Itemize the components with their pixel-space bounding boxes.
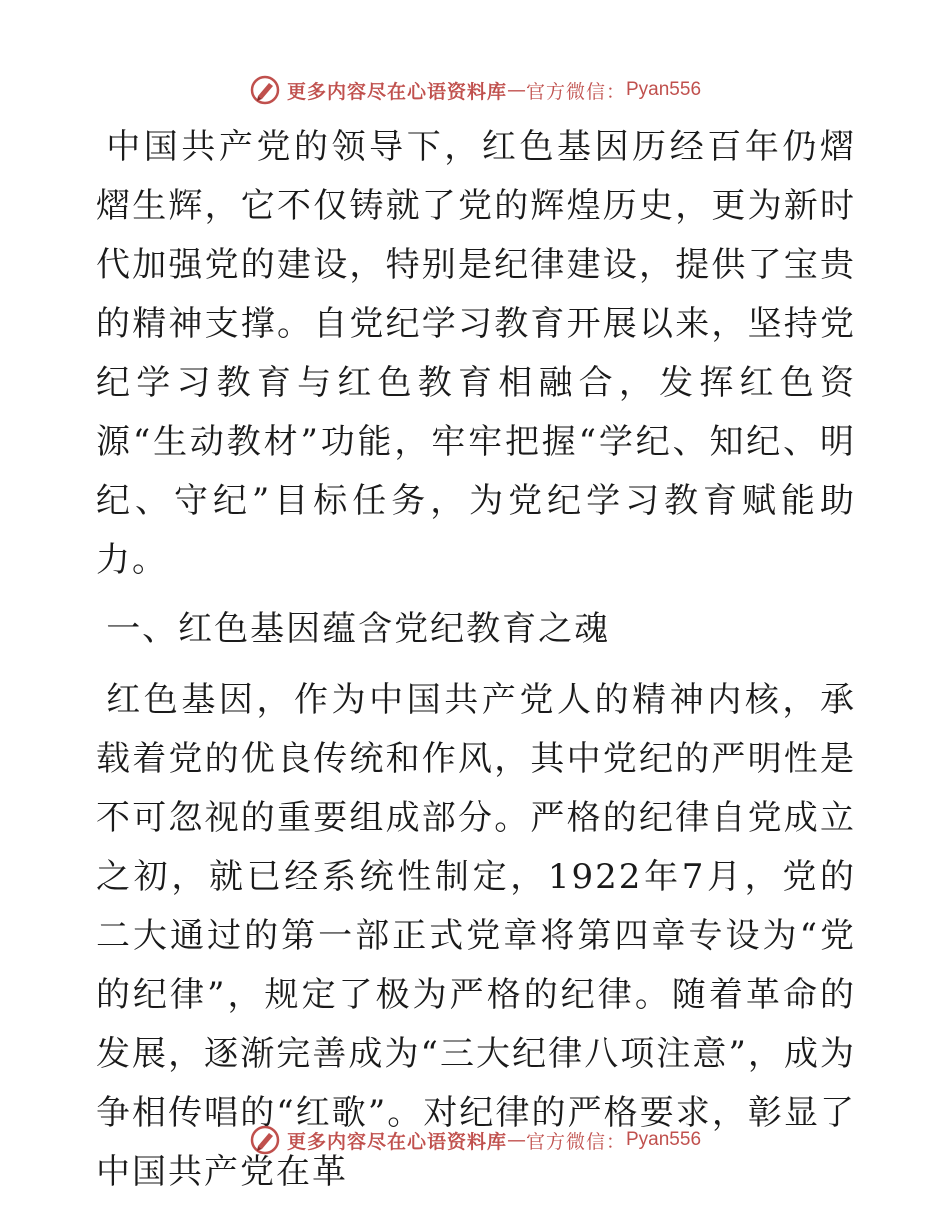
header-watermark — [0, 70, 950, 110]
pen-logo-icon — [249, 74, 281, 106]
footer-watermark — [0, 1120, 950, 1160]
watermark-main-text: 更多内容尽在心语资料库 — [286, 1130, 507, 1153]
watermark-wechat-label: 官方微信： — [525, 80, 626, 103]
pen-logo-icon — [249, 1124, 281, 1156]
watermark-wechat-id: Pyan556 — [626, 1129, 702, 1150]
section-heading: 一、红色基因蕴含党纪教育之魂 — [106, 609, 611, 649]
watermark-wechat-label: 官方微信： — [525, 1130, 626, 1153]
paragraph-red-gene: 红色基因，作为中国共产党人的精神内核，承载着党的优良传统和作风，其中党纪的严明性是不可忽视的重要组成部分。严格的纪律自党成立之初，就已经系统性制定，1922年7月，党的二大通过的第一部正式党章将第四章专设为“党的纪律”，规定了极为严格的纪律。随着革命的发展，逐渐完善成为“三大纪律八项注意”，成为争相传唱的“红歌”。对纪律的严格要求，彰显了中国共产党在革 — [96, 680, 856, 1192]
watermark-dash: — — [506, 1129, 526, 1151]
watermark-main-text: 更多内容尽在心语资料库 — [286, 80, 507, 103]
paragraph-intro: 中国共产党的领导下，红色基因历经百年仍熠熠生辉，它不仅铸就了党的辉煌历史，更为新时代加强党的建设，特别是纪律建设，提供了宝贵的精神支撑。自党纪学习教育开展以来，坚持党纪学习教育与红色教育相融合，发挥红色资源“生动教材”功能，牢牢把握“学纪、知纪、明纪、守纪”目标任务，为党纪学习教育赋能助力。 — [96, 127, 856, 580]
watermark-wechat-id: Pyan556 — [626, 79, 702, 100]
watermark-dash: — — [506, 79, 526, 101]
document-body — [96, 118, 856, 1202]
